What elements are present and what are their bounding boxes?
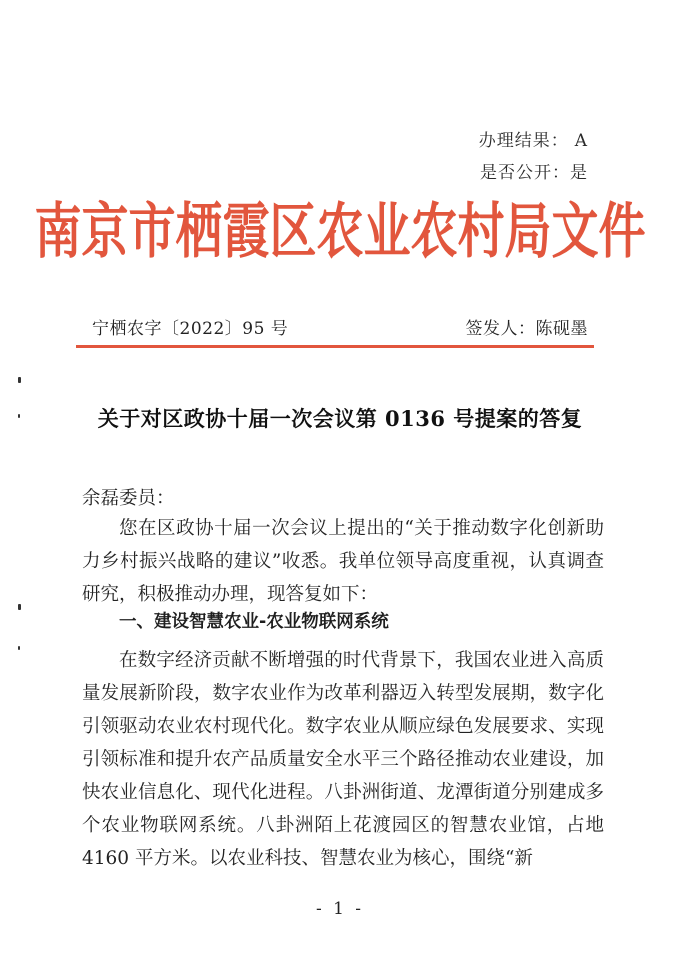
handling-result-label: 办理结果： [478, 131, 569, 151]
binding-mark [18, 604, 21, 610]
handling-result-value: A [574, 131, 588, 151]
public-disclosure-value: 是 [570, 163, 588, 183]
signer: 签发人：陈砚墨 [465, 319, 588, 339]
salutation: 余磊委员： [82, 488, 175, 509]
document-number: 宁栖农字〔2022〕95 号 [92, 319, 289, 339]
page-number: - 1 - [315, 899, 365, 919]
public-disclosure [480, 158, 588, 183]
handling-result [479, 126, 588, 151]
body-paragraph: 在数字经济贡献不断增强的时代背景下，我国农业进入高质量发展新阶段，数字农业作为改革利器迈入转型发展期，数字化引领驱动农业农村现代化。数字农业从顺应绿色发展要求、实现引领标准和提升农产品质量安全水平三个路径推动农业建设，加快农业信息化、现代化进程。八卦洲街道、龙潭街道分别建成多个农业物联网系统。八卦洲陌上花渡园区的智慧农业馆，占地 4160 平方米。以农业科技、智慧农业为核心，围绕“新 [82, 650, 604, 869]
public-disclosure-label: 是否公开： [480, 163, 570, 183]
binding-mark [18, 646, 20, 650]
body-paragraph: 您在区政协十届一次会议上提出的“关于推动数字化创新助力乡村振兴战略的建议”收悉。我单位领导高度重视，认真调查研究，积极推动办理，现答复如下： [82, 518, 604, 605]
document-title: 关于对区政协十届一次会议第 0136 号提案的答复 [97, 406, 583, 431]
binding-mark [18, 377, 21, 383]
section-heading: 一、建设智慧农业-农业物联网系统 [119, 612, 389, 632]
agency-header: 南京市栖霞区农业农村局文件 [34, 196, 646, 268]
red-divider-line [76, 345, 594, 348]
